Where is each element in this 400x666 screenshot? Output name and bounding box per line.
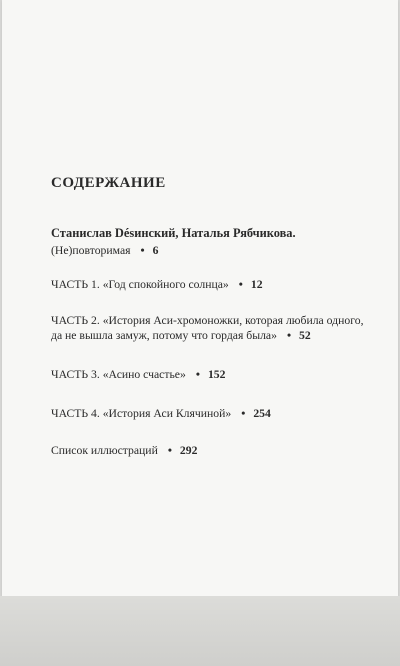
entry-page-number: 12 <box>250 278 263 291</box>
separator-bullet: • <box>286 329 292 342</box>
entry-page-number: 254 <box>253 407 271 420</box>
entry-title: Список иллюстраций <box>51 444 158 457</box>
toc-entry-part-3 <box>51 367 386 382</box>
page-edge-shadow <box>0 596 400 666</box>
entry-page-number: 6 <box>152 244 159 257</box>
separator-bullet: • <box>238 278 243 291</box>
toc-entry-intro <box>51 226 386 258</box>
separator-bullet: • <box>195 368 200 381</box>
entry-title: ЧАСТЬ 3. «Асино счастье» <box>51 368 186 381</box>
toc-entry-illustrations <box>51 443 386 458</box>
entry-page-number: 152 <box>207 368 226 381</box>
book-page <box>2 0 398 596</box>
toc-heading: СОДЕРЖАНИЕ <box>51 175 166 191</box>
table-of-contents <box>51 175 386 458</box>
entry-title-line-1: ЧАСТЬ 2. «История Аси-хромоножки, которая любила одного, <box>51 314 364 327</box>
toc-entry-part-2 <box>51 313 386 343</box>
separator-bullet: • <box>140 244 145 257</box>
entry-title: ЧАСТЬ 4. «История Аси Клячиной» <box>51 407 232 420</box>
entry-title: ЧАСТЬ 1. «Год спокойного солнца» <box>51 278 229 291</box>
separator-bullet: • <box>167 444 172 457</box>
entry-title-line-2: да не вышла замуж, потому что гордая была» <box>51 329 277 342</box>
entry-title: (Не)повторимая <box>51 244 131 257</box>
entry-authors: Станислав Désинский, Наталья Рябчикова. <box>51 226 296 240</box>
toc-entry-part-4 <box>51 406 386 421</box>
separator-bullet: • <box>241 407 246 420</box>
entry-page-number: 292 <box>179 444 198 457</box>
toc-entry-part-1 <box>51 277 386 292</box>
entry-page-number: 52 <box>299 329 311 342</box>
